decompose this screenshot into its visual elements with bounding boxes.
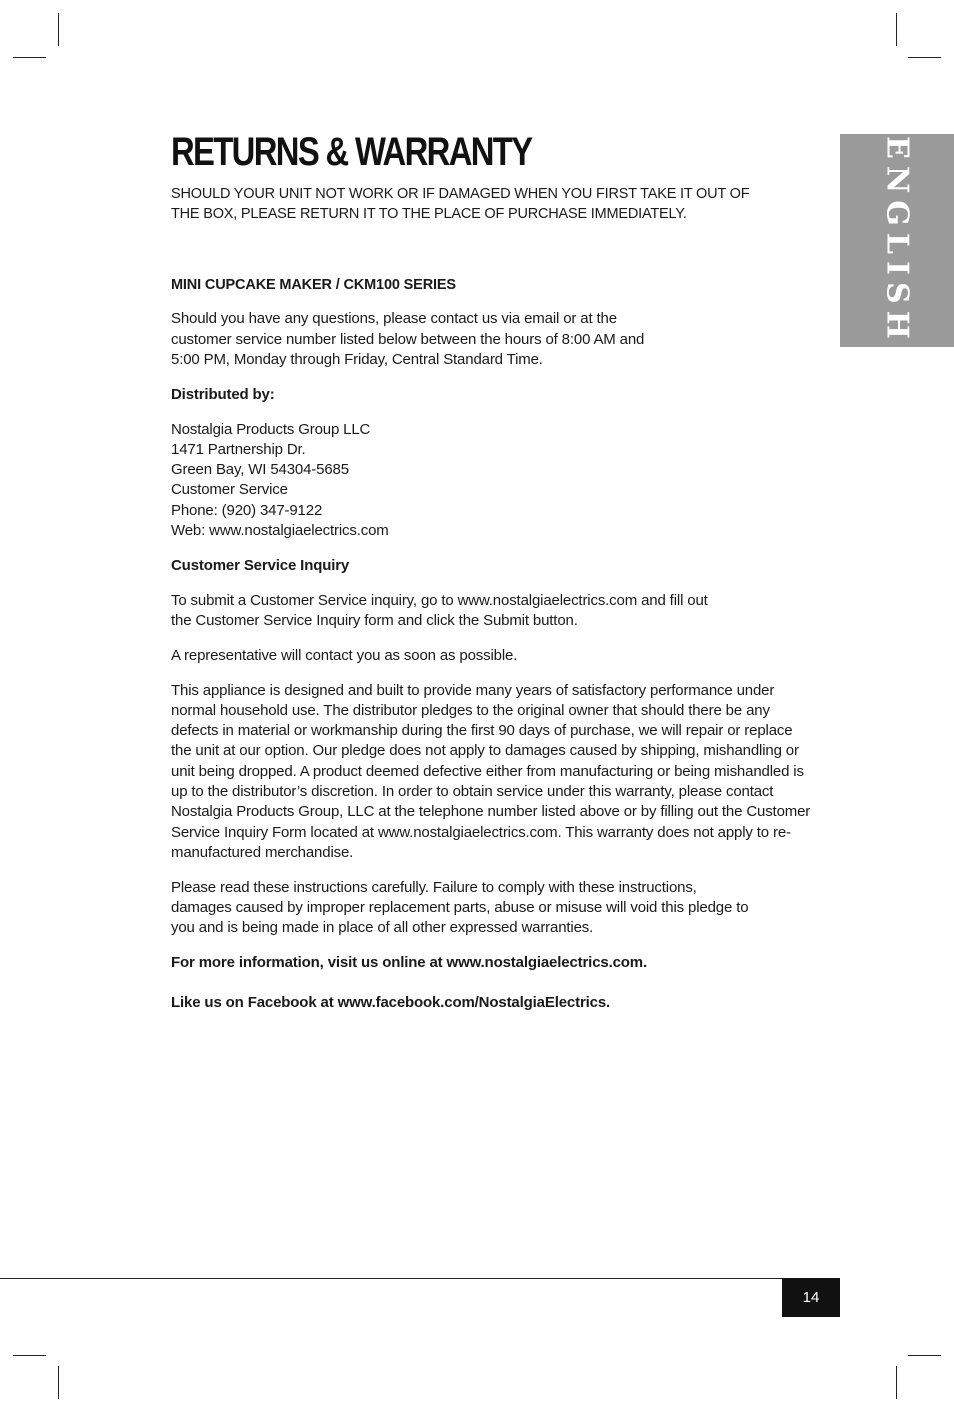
crop-mark <box>896 13 897 46</box>
representative-paragraph: A representative will contact you as soon as possible. <box>171 646 518 664</box>
page-title: RETURNS & WARRANTY <box>171 130 532 174</box>
more-info-line: For more information, visit us online at www.nostalgiaelectrics.com. <box>171 954 648 972</box>
page-content <box>171 128 816 1014</box>
inquiry-paragraph: To submit a Customer Service inquiry, go to www.nostalgiaelectrics.com and fill out the Customer Service Inquiry form and click the Submit button. <box>171 591 708 629</box>
crop-mark <box>896 1366 897 1399</box>
intro-notice: SHOULD YOUR UNIT NOT WORK OR IF DAMAGED WHEN YOU FIRST TAKE IT OUT OF THE BOX, PLEASE RETURN IT TO THE PLACE OF PURCHASE IMMEDIATELY. <box>171 186 750 223</box>
address-phone: Phone: (920) 347-9122 <box>171 501 323 519</box>
crop-mark <box>13 1355 46 1356</box>
warranty-paragraph: This appliance is designed and built to provide many years of satisfactory performance under normal household use. The distributor pledges to the original owner that should there be any defects in material or workmanship during the first 90 days of purchase, we will repair or replace the unit at our option. Our pledge does not apply to damages caused by shipping, mishandling or unit being dropped. A product deemed defective either from manufacturing or being mishandled is up to the distributor’s discretion. In order to obtain service under this warranty, please contact Nostalgia Products Group, LLC at the telephone number listed above or by filling out the Customer Service Inquiry Form located at www.nostalgiaelectrics.com. This warranty does not apply to re-manufactured merchandise. <box>171 681 811 861</box>
crop-mark <box>908 1355 941 1356</box>
address-line: Customer Service <box>171 481 288 499</box>
inquiry-heading: Customer Service Inquiry <box>171 556 350 574</box>
distributed-heading: Distributed by: <box>171 385 275 403</box>
crop-mark <box>58 13 59 46</box>
language-tab-label: ENGLISH <box>879 135 915 346</box>
crop-mark <box>908 57 941 58</box>
page-number: 14 <box>782 1278 840 1317</box>
distributor-address <box>171 420 816 542</box>
address-web: Web: www.nostalgiaelectrics.com <box>171 522 389 540</box>
instructions-paragraph: Please read these instructions carefully. Failure to comply with these instructions, damages caused by improper replacement parts, abuse or misuse will void this pledge to you and is being made in place of all other expressed warranties. <box>171 878 749 937</box>
language-tab <box>840 134 954 347</box>
address-line: Nostalgia Products Group LLC <box>171 420 371 438</box>
footer-rule <box>0 1278 840 1279</box>
product-heading: MINI CUPCAKE MAKER / CKM100 SERIES <box>171 276 456 293</box>
address-line: Green Bay, WI 54304-5685 <box>171 461 349 479</box>
questions-paragraph: Should you have any questions, please contact us via email or at the customer service number listed below between the hours of 8:00 AM and 5:00 PM, Monday through Friday, Central Standard Time. <box>171 310 645 368</box>
address-line: 1471 Partnership Dr. <box>171 440 306 458</box>
crop-mark <box>13 57 46 58</box>
facebook-line: Like us on Facebook at www.facebook.com/NostalgiaElectrics. <box>171 994 611 1012</box>
crop-mark <box>58 1366 59 1399</box>
